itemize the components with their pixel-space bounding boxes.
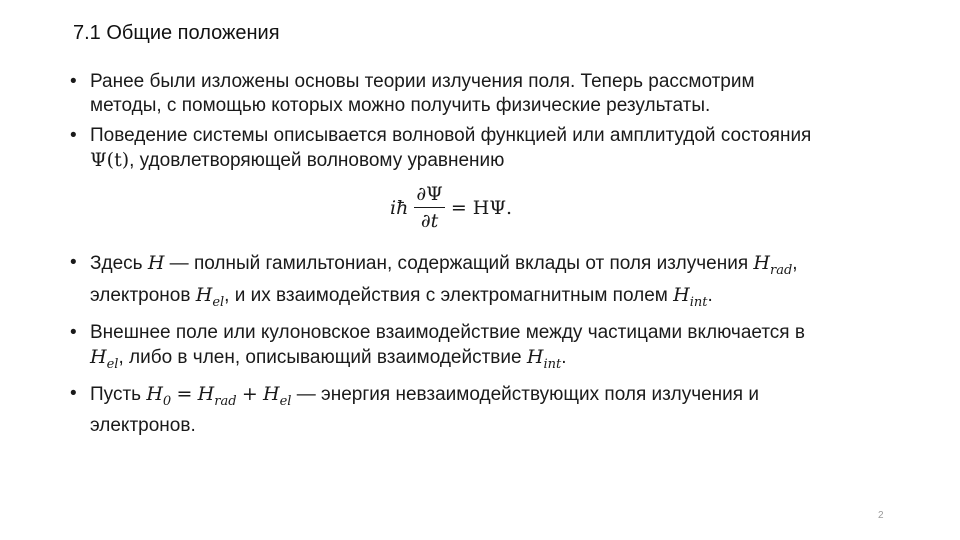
bullet-marker: •: [70, 321, 77, 343]
bullet-marker: •: [70, 252, 77, 273]
math-equals: =: [176, 383, 193, 406]
math-h-el: $H_{el}$: [263, 383, 292, 410]
slide-body: [70, 70, 830, 444]
fraction-numerator: ∂Ψ: [414, 183, 445, 208]
equation-lhs: iħ: [390, 196, 409, 219]
bullet-text: — энергия невзаимодействующих поля излучения и электронов.: [90, 384, 759, 437]
math-h-rad: $H_{rad}$: [753, 252, 793, 278]
bullet-text: , электронов: [90, 253, 798, 306]
bullet-text: Ранее были изложены основы теории излучения поля. Теперь рассмотрим методы, с помощью которых можно получить физические результаты.: [90, 71, 755, 116]
bullet-text: .: [561, 346, 567, 368]
bullet-text: Внешнее поле или кулоновское взаимодействие между частицами включается в: [90, 321, 805, 343]
bullet-text: Здесь: [90, 253, 143, 274]
bullet-marker: •: [70, 383, 77, 405]
math-plus: +: [241, 383, 258, 406]
bullet-text: , и их взаимодействия с электромагнитным полем: [224, 284, 668, 306]
math-h0: $H_0$: [146, 383, 172, 410]
bullet-item-1: [70, 70, 830, 118]
math-psi-t: Ψ(t): [90, 149, 130, 171]
bullet-marker: •: [70, 71, 77, 92]
math-h-el: $H_{el}$: [90, 345, 119, 372]
math-hamiltonian: H: [147, 252, 165, 274]
slide-title: 7.1 Общие положения: [73, 22, 280, 44]
bullet-item-2: [70, 124, 830, 173]
bullet-item-4: [70, 321, 830, 377]
math-h-rad: $H_{rad}$: [197, 383, 237, 410]
bullet-text: .: [707, 284, 713, 306]
bullet-text-continued: , удовлетворяющей волновому уравнению: [129, 150, 505, 171]
equation-fraction: [414, 183, 445, 232]
bullet-text: Пусть: [90, 384, 142, 406]
bullet-text: — полный гамильтониан, содержащий вклады от поля излучения: [169, 253, 749, 274]
equation-rhs: = HΨ.: [450, 196, 513, 219]
bullet-text: , либо в член, описывающий взаимодействие: [118, 346, 522, 368]
bullet-item-3: [70, 251, 830, 315]
math-h-int: $H_{int}$: [526, 345, 562, 372]
bullet-marker: •: [70, 125, 77, 146]
bullet-item-5: [70, 382, 830, 438]
math-h-el: $H_{el}$: [195, 283, 225, 310]
math-h-int: $H_{int}$: [673, 283, 708, 310]
page-number: 2: [878, 510, 884, 521]
wave-equation: [70, 183, 830, 245]
bullet-text: Поведение системы описывается волновой функцией или амплитудой состояния: [90, 125, 812, 146]
fraction-denominator: ∂t: [420, 210, 439, 232]
